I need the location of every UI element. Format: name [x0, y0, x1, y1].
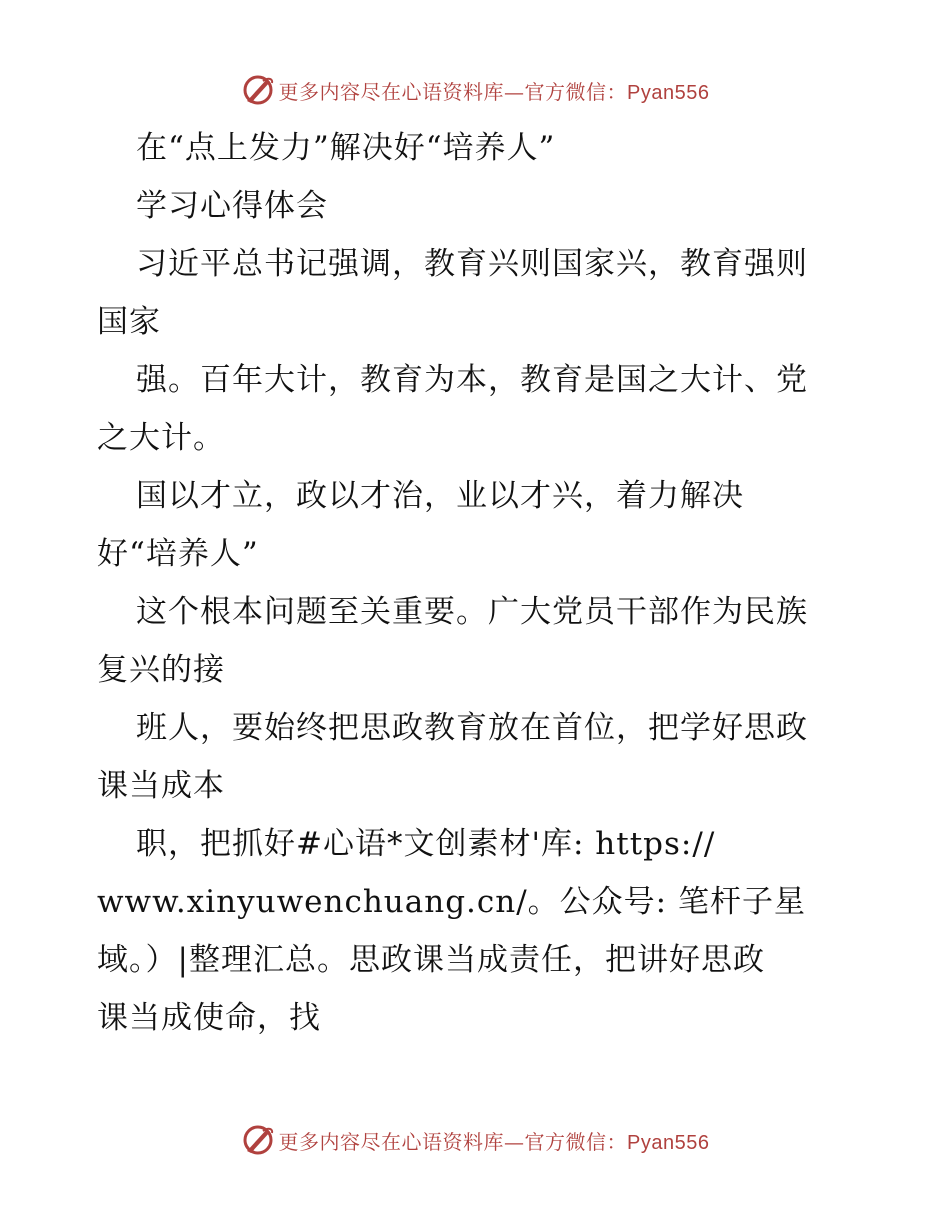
text-line: 之大计。	[97, 420, 225, 456]
banner-wechat-id: Pyan556	[627, 81, 710, 104]
banner-wechat-id: Pyan556	[627, 1131, 710, 1154]
footer-banner	[0, 1118, 950, 1162]
text-line: 习近平总书记强调，教育兴则国家兴，教育强则	[136, 246, 808, 282]
document-title-line-1: 在“点上发力”解决好“培养人”	[136, 130, 556, 166]
banner-slogan: 更多内容尽在心语资料库—官方微信：	[278, 1129, 628, 1154]
text-line: 国以才立，政以才治，业以才兴，着力解决	[136, 478, 744, 514]
header-banner	[0, 68, 950, 112]
text-line: 好“培养人”	[97, 536, 259, 572]
text-line: 域。）|整理汇总。思政课当成责任，把讲好思政	[97, 942, 765, 978]
banner-slogan: 更多内容尽在心语资料库—官方微信：	[278, 79, 628, 104]
text-line: 强。百年大计，教育为本，教育是国之大计、党	[136, 362, 808, 398]
text-line: 课当成本	[97, 768, 225, 804]
text-line: 这个根本问题至关重要。广大党员干部作为民族	[136, 594, 808, 630]
text-line: 国家	[97, 304, 161, 340]
text-line: 班人，要始终把思政教育放在首位，把学好思政	[136, 710, 808, 746]
text-line: www.xinyuwenchuang.cn/。公众号: 笔杆子星	[97, 884, 806, 920]
document-title-line-2: 学习心得体会	[136, 188, 328, 224]
banner-text	[279, 76, 710, 105]
quill-pen-circle-icon	[241, 1123, 275, 1157]
text-line: 复兴的接	[97, 652, 225, 688]
quill-pen-circle-icon	[241, 73, 275, 107]
text-line: 职，把抓好#心语*文创素材'库: https://	[136, 826, 716, 862]
banner-text	[279, 1126, 710, 1155]
text-line: 课当成使命，找	[97, 1000, 321, 1036]
